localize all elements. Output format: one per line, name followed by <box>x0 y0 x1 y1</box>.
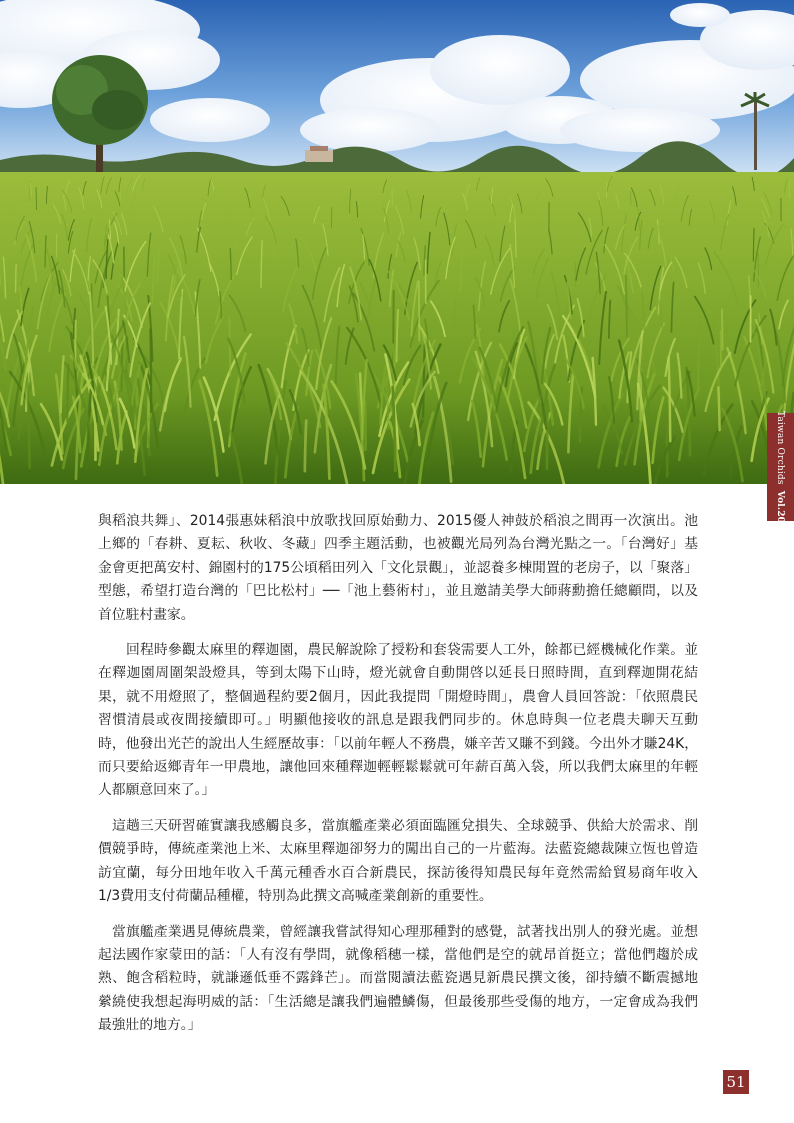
magazine-title: Taiwan Orchids <box>775 410 786 485</box>
rice-blade <box>229 318 230 376</box>
rice-blade <box>151 329 152 411</box>
rice-blade <box>122 229 123 248</box>
hero-photo <box>0 0 794 484</box>
article-body <box>98 510 698 1050</box>
rice-blade <box>419 282 420 341</box>
rice-blade <box>753 229 754 261</box>
article-paragraph-1: 與稻浪共舞」、2014張惠妹稻浪中放歌找回原始動力、2015優人神鼓於稻浪之間再一次演出。池上鄉的「春耕、夏耘、秋收、冬藏」四季主題活動，也被觀光局列為台灣光點之一。「台灣好」基金會更把萬安村、錦園村的175公頃稻田列入「文化景觀」，並認養多棟閒置的老房子，以「聚落」型態，希望打造台灣的「巴比松村」──「池上藝術村」，並且邀請美學大師蔣勳擔任總顧問，以及首位駐村畫家。 <box>98 513 698 623</box>
rice-blade <box>626 276 627 337</box>
rice-blade <box>16 265 17 292</box>
rice-blade <box>506 223 507 250</box>
rice-blade <box>722 310 723 350</box>
side-tab-text <box>776 411 786 523</box>
side-tab <box>767 410 794 524</box>
article-paragraph-3: 這趟三天研習確實讓我感觸良多，當旗艦產業必須面臨匯兌損失、全球競爭、供給大於需求、削價競爭時，傳統產業池上米、太麻里釋迦卻努力的闖出自己的一片藍海。法藍瓷總裁陳立恆也曾造訪宜蘭，每分田地年收入千萬元種香水百合新農民，探訪後得知農民每年竟然需給貿易商年收入1/3費用支付荷蘭品種權，特別為此撰文高喊產業創新的重要性。 <box>98 817 698 905</box>
article-paragraph-4: 當旗艦產業遇見傳統農業，曾經讓我嘗試得知心理那種對的感覺，試著找出別人的發光處。並想起法國作家蒙田的話：「人有沒有學問，就像稻穗一樣，當他們是空的就昂首挺立；當他們趨於成熟、飽含稻粒時，就謙遜低垂不露鋒芒」。而當閱讀法藍瓷遇見新農民撰文後，卻持續不斷震撼地縈繞使我想起海明威的話：「生活總是讓我們遍體鱗傷，但最後那些受傷的地方，一定會成為我們最強壯的地方。」 <box>98 923 698 1034</box>
page-number: 51 <box>723 1070 749 1094</box>
rice-field-photo <box>0 0 794 484</box>
rice-blade <box>305 421 306 472</box>
volume-number: Vol.20 <box>775 490 786 524</box>
rice-blade <box>537 220 538 241</box>
article-paragraph-2: 回程時參觀太麻里的釋迦園，農民解說除了授粉和套袋需要人工外，餘都已經機械化作業。並在釋迦園周圍架設燈具，等到太陽下山時，燈光就會自動開啓以延長日照時間，直到釋迦開花結果，就不用燈照了，整個過程約要2個月，因此我提問「開燈時間」，農會人員回答說：「依照農民習慣清晨或夜間接續即可。」明顯他接收的訊息是跟我們同步的。休息時與一位老農夫聊天互動時，他發出光芒的說出人生經歷故事：「以前年輕人不務農，嫌辛苦又賺不到錢。今出外才賺24K，而只要給返鄉青年一甲農地，讓他回來種釋迦輕輕鬆鬆就可年薪百萬入袋，所以我們太麻里的年輕人都願意回來了。」 <box>98 642 698 799</box>
rice-blade <box>718 387 719 430</box>
rice-blade <box>67 365 68 421</box>
